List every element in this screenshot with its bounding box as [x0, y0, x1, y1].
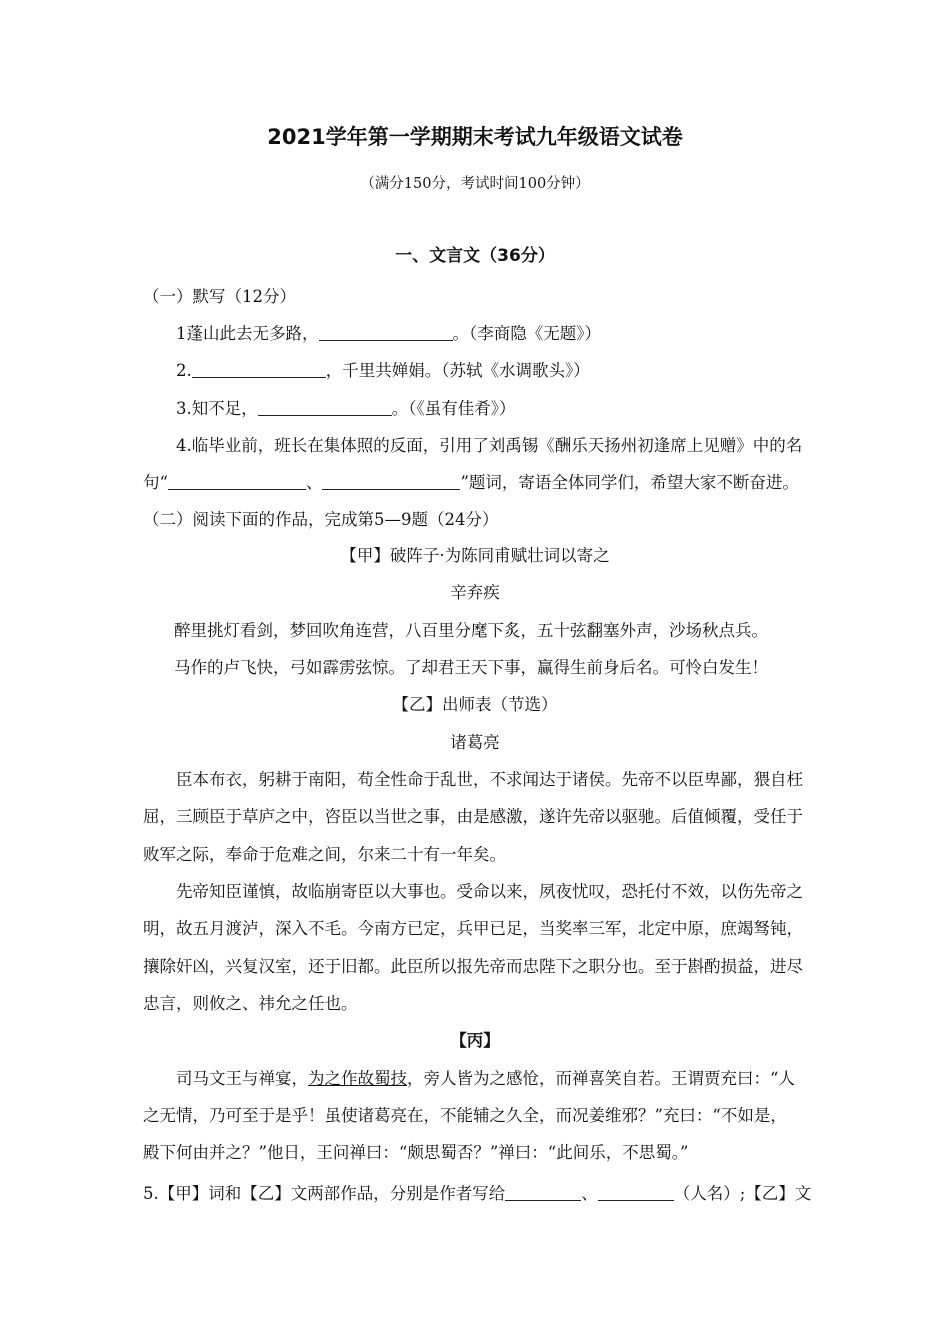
underlined-phrase: 为之作故蜀技 [308, 1069, 407, 1088]
poem-jia-line: 马作的卢飞快，弓如霹雳弦惊。了却君王天下事，赢得生前身后名。可怜白发生！ [174, 658, 768, 677]
question-4-line-1: 4.临毕业前，班长在集体照的反面，引用了刘禹锡《酬乐天扬州初逢席上见赠》中的名 [176, 436, 803, 455]
question-4-text-a: 句“ [143, 473, 168, 492]
text-yi-line: 屈，三顾臣于草庐之中，咨臣以当世之事，由是感激，遂许先帝以驱驰。后值倾覆，受任于 [143, 807, 803, 826]
question-1 [176, 323, 601, 345]
answer-blank[interactable] [322, 473, 460, 490]
question-4-text-b: 、 [305, 473, 323, 492]
text-yi-line: 臣本布衣，躬耕于南阳，苟全性命于乱世，不求闻达于诸侯。先帝不以臣卑鄙，猥自枉 [176, 770, 803, 789]
question-5-text-b: 、 [581, 1184, 598, 1203]
answer-blank[interactable] [192, 361, 326, 378]
text-yi-line: 攘除奸凶，兴复汉室，还于旧都。此臣所以报先帝而忠陛下之职分也。至于斟酌损益，进尽 [143, 957, 803, 976]
question-2-text-b: ，千里共婵娟。（苏轼《水调歌头》） [325, 361, 590, 380]
text-bing-segment: ，旁人皆为之感怆，而禅喜笑自若。王谓贾充曰：“人 [407, 1069, 795, 1088]
text-yi-line: 明，故五月渡泸，深入不毛。今南方已定，兵甲已足，当奖率三军，北定中原，庶竭驽钝， [143, 919, 803, 938]
section-title: 一、文言文（36分） [395, 246, 555, 266]
part2-heading: （二）阅读下面的作品，完成第5—9题（24分） [143, 510, 499, 529]
question-3-text-a: 3.知不足， [176, 399, 258, 418]
text-yi-line: 败军之际，奉命于危难之间，尔来二十有一年矣。 [143, 845, 506, 864]
question-3-text-b: 。（《虽有佳肴》） [391, 399, 516, 418]
poem-jia-title: 【甲】破阵子·为陈同甫赋壮词以寄之 [340, 546, 610, 565]
answer-blank[interactable] [505, 1184, 581, 1201]
exam-title: 2021学年第一学期期末考试九年级语文试卷 [267, 125, 683, 149]
text-yi-line: 忠言，则攸之、祎允之任也。 [143, 994, 358, 1013]
text-bing-line-2: 之无情，乃可至于是乎！虽使诸葛亮在，不能辅之久全，而况姜维邪？”充曰：“不如是， [143, 1106, 787, 1125]
text-yi-title: 【乙】出师表（节选） [392, 695, 558, 714]
question-5 [143, 1183, 811, 1205]
text-bing-line-1 [176, 1068, 795, 1090]
question-2 [176, 360, 590, 382]
question-4-line-2 [143, 472, 799, 494]
question-2-text-a: 2. [176, 361, 192, 380]
text-bing-line-3: 殿下何由并之？”他日，王问禅曰：“颇思蜀否？”禅曰：“此间乐，不思蜀。” [143, 1143, 689, 1162]
exam-subtitle: （满分150分，考试时间100分钟） [360, 176, 590, 192]
question-1-text-a: 1蓬山此去无多路， [176, 324, 319, 343]
question-5-text-c: （人名）;【乙】文 [673, 1184, 812, 1203]
part1-heading: （一）默写（12分） [143, 287, 296, 306]
question-1-text-b: 。（李商隐《无题》） [452, 324, 601, 343]
answer-blank[interactable] [168, 473, 306, 490]
text-bing-segment: 司马文王与禅宴， [176, 1069, 308, 1088]
question-5-text-a: 5.【甲】词和【乙】文两部作品，分别是作者写给 [143, 1184, 506, 1203]
answer-blank[interactable] [319, 324, 453, 341]
answer-blank[interactable] [598, 1184, 674, 1201]
text-yi-author: 诸葛亮 [450, 733, 500, 752]
poem-jia-line: 醉里挑灯看剑，梦回吹角连营，八百里分麾下炙，五十弦翻塞外声，沙场秋点兵。 [174, 621, 768, 640]
answer-blank[interactable] [258, 399, 392, 416]
question-4-text-c: ”题词，寄语全体同学们，希望大家不断奋进。 [460, 473, 799, 492]
question-3 [176, 398, 516, 420]
text-yi-line: 先帝知臣谨慎，故临崩寄臣以大事也。受命以来，夙夜忧叹，恐托付不效，以伤先帝之 [176, 882, 803, 901]
text-bing-title: 【丙】 [450, 1031, 500, 1050]
poem-jia-author: 辛弃疾 [450, 583, 500, 602]
